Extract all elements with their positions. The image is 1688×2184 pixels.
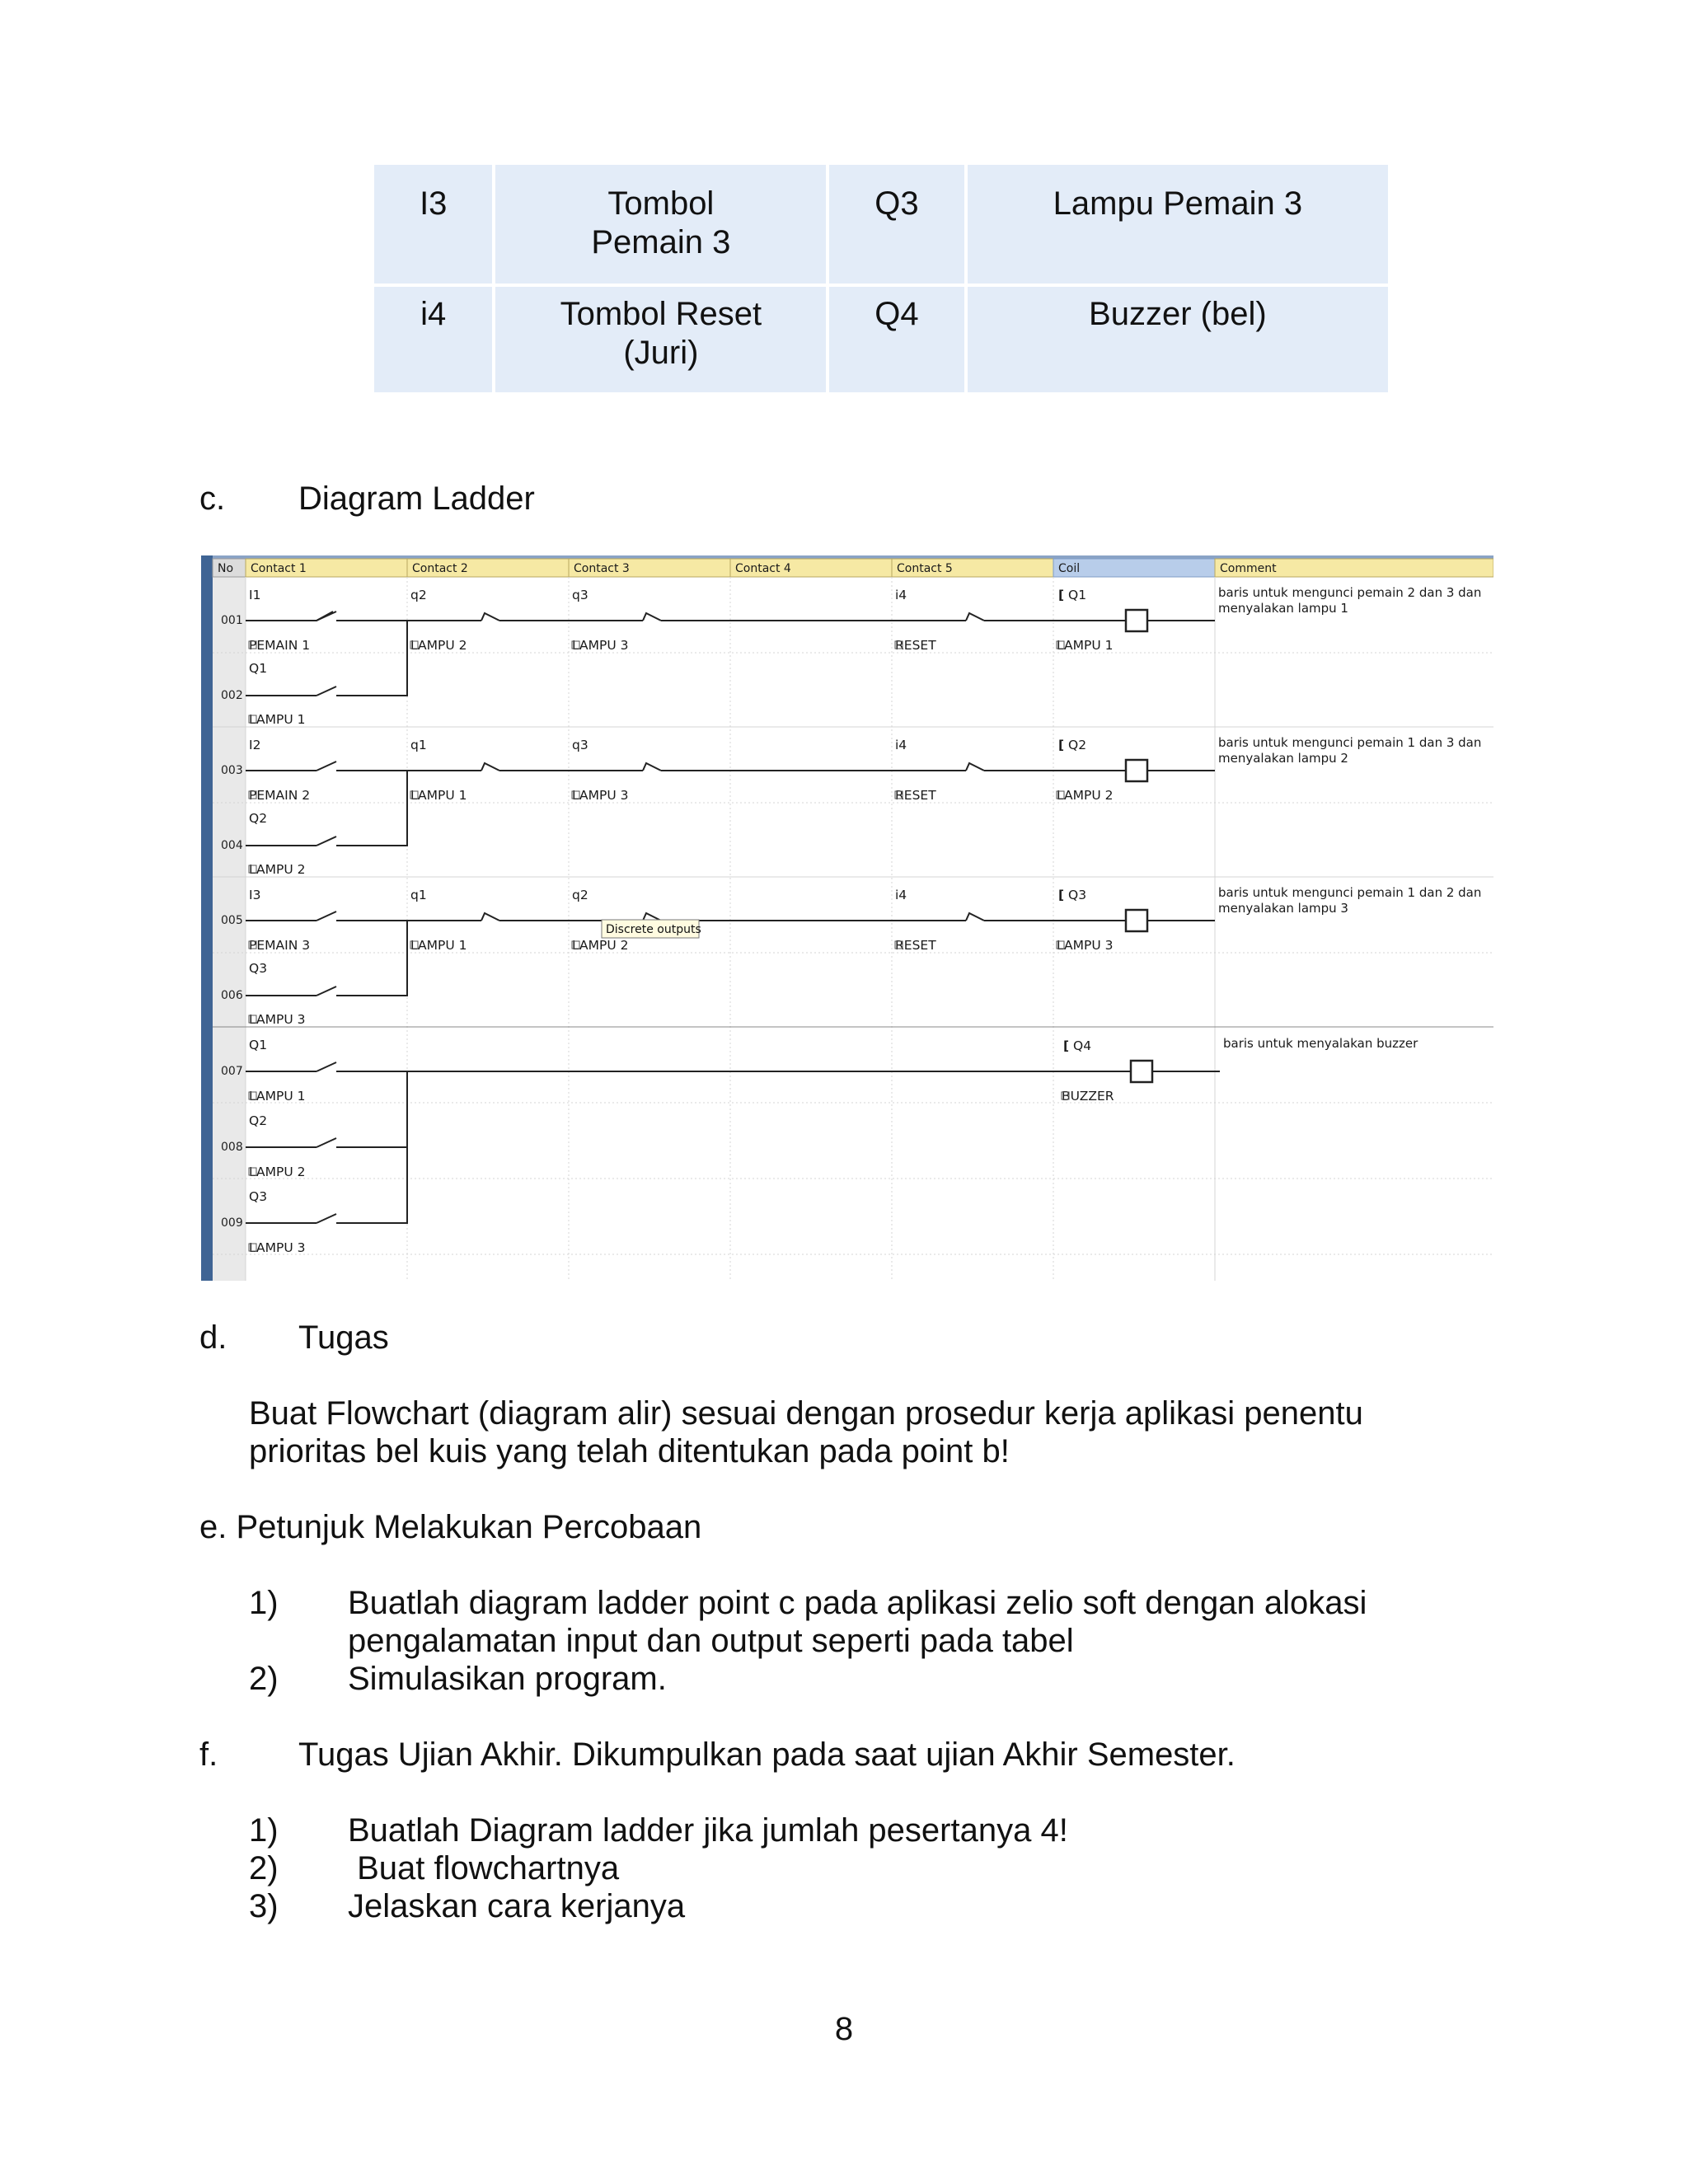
rung-comment: menyalakan lampu 3 — [1218, 901, 1348, 916]
contact-address: Q3 — [249, 1189, 268, 1204]
coil-name: LAMPU 3 — [1057, 938, 1114, 953]
section-f-letter: f. — [199, 1736, 218, 1773]
contact-nc-symbol — [481, 763, 499, 771]
contact-nc-symbol — [643, 613, 661, 621]
section-d-letter: d. — [199, 1319, 227, 1356]
coil-symbol — [1126, 760, 1147, 781]
output-address: Q4 — [829, 287, 964, 392]
rung-2 — [246, 735, 1481, 877]
name-box-glyphs — [249, 641, 1069, 1251]
ladder-header — [213, 559, 1493, 577]
contact-name: LAMPU 3 — [572, 638, 629, 653]
row-number: 006 — [221, 989, 243, 1002]
paragraph-line: Buat Flowchart (diagram alir) sesuai dengan prosedur kerja aplikasi penentu — [249, 1395, 1363, 1432]
header-no: No — [218, 562, 234, 575]
contact-address: q1 — [410, 888, 427, 902]
row-number: 008 — [221, 1141, 243, 1154]
rung-comment: baris untuk mengunci pemain 1 dan 3 dan — [1218, 735, 1482, 750]
contact-name: LAMPU 3 — [572, 788, 629, 803]
list-item: Jelaskan cara kerjanya — [348, 1888, 686, 1924]
contact-nc-symbol — [966, 763, 984, 771]
contact-address: i4 — [895, 888, 907, 902]
contact-nc-symbol — [966, 913, 984, 921]
rung-comment: menyalakan lampu 2 — [1218, 751, 1348, 766]
coil-name: BUZZER — [1062, 1089, 1114, 1104]
list-number: 3) — [249, 1888, 279, 1924]
contact-nc-symbol — [481, 913, 499, 921]
coil-name: LAMPU 2 — [1057, 788, 1114, 803]
input-address: I3 — [374, 165, 492, 284]
contact-address: Q2 — [249, 1113, 268, 1128]
contact-nc-symbol — [966, 613, 984, 621]
contact-address: i4 — [895, 738, 907, 752]
contact-address: Q2 — [249, 811, 268, 826]
list-number: 1) — [249, 1585, 279, 1621]
contact-name: LAMPU 3 — [249, 1240, 306, 1255]
contact-name: LAMPU 1 — [410, 938, 467, 953]
output-description: Buzzer (bel) — [968, 287, 1388, 392]
io-table — [371, 162, 1391, 396]
section-c-title: Diagram Ladder — [298, 480, 535, 517]
contact-name: LAMPU 3 — [249, 1012, 306, 1027]
contact-no-symbol — [316, 987, 336, 996]
contact-address: I3 — [249, 888, 261, 902]
list-item: Buatlah Diagram ladder jika jumlah pesertanya 4! — [348, 1812, 1068, 1849]
contact-no-symbol — [316, 837, 336, 846]
rung-comment: baris untuk mengunci pemain 2 dan 3 dan — [1218, 585, 1482, 600]
ladder-grid — [213, 577, 1493, 1281]
contact-address: q2 — [572, 888, 588, 902]
contact-name: LAMPU 2 — [572, 938, 629, 953]
contact-name: LAMPU 1 — [249, 1089, 306, 1104]
section-f-title: Tugas Ujian Akhir. Dikumpulkan pada saat ujian Akhir Semester. — [298, 1736, 1236, 1773]
header-contact-5: Contact 5 — [897, 562, 953, 575]
contact-no-symbol — [316, 762, 336, 771]
rung-1 — [246, 585, 1481, 727]
list-item: Buat flowchartnya — [348, 1850, 620, 1886]
rung-comment: menyalakan lampu 1 — [1218, 601, 1348, 616]
contact-name: LAMPU 2 — [249, 862, 306, 877]
section-d-title: Tugas — [298, 1319, 389, 1356]
contact-no-symbol — [316, 1138, 336, 1147]
rung-comment: baris untuk mengunci pemain 1 dan 2 dan — [1218, 885, 1482, 900]
coil-symbol — [1126, 610, 1147, 631]
input-description: Tombol Reset (Juri) — [495, 287, 826, 392]
rung-comment: baris untuk menyalakan buzzer — [1223, 1036, 1418, 1051]
contact-address: Q3 — [249, 961, 268, 976]
contact-name: PEMAIN 3 — [249, 938, 311, 953]
coil-symbol — [1126, 910, 1147, 931]
coil-address: Q1 — [1068, 588, 1087, 602]
section-e-title: e. Petunjuk Melakukan Percobaan — [199, 1509, 702, 1545]
paragraph-line: prioritas bel kuis yang telah ditentukan pada point b! — [249, 1433, 1010, 1469]
contact-address: q3 — [572, 588, 588, 602]
header-contact-4: Contact 4 — [735, 562, 791, 575]
input-description: Tombol Pemain 3 — [495, 165, 826, 284]
row-number: 004 — [221, 839, 243, 852]
row-number: 007 — [221, 1065, 243, 1078]
coil-address: Q3 — [1068, 888, 1087, 902]
header-contact-3: Contact 3 — [574, 562, 630, 575]
list-number: 2) — [249, 1850, 279, 1886]
ladder-canvas — [201, 555, 1493, 1281]
row-number: 003 — [221, 764, 243, 777]
header-contact-2: Contact 2 — [412, 562, 468, 575]
contact-no-symbol — [316, 1062, 336, 1071]
row-number: 002 — [221, 689, 243, 702]
rung-4 — [246, 1036, 1418, 1255]
list-item: Buatlah diagram ladder point c pada aplikasi zelio soft dengan alokasi pengalamatan input dan output seperti pada tabel — [348, 1585, 1367, 1659]
coil-address: Q2 — [1068, 738, 1087, 752]
output-description: Lampu Pemain 3 — [968, 165, 1388, 284]
contact-address: Q1 — [249, 661, 268, 676]
header-comment: Comment — [1220, 562, 1277, 575]
header-contact-1: Contact 1 — [251, 562, 307, 575]
coil-bracket: [ — [1058, 888, 1065, 902]
window-sidebar — [201, 555, 213, 1281]
coil-bracket: [ — [1063, 1038, 1070, 1053]
coil-name: LAMPU 1 — [1057, 638, 1114, 653]
contact-address: q2 — [410, 588, 427, 602]
contact-no-symbol — [316, 612, 336, 621]
contact-address: q3 — [572, 738, 588, 752]
contact-address: Q1 — [249, 1038, 268, 1052]
contact-no-symbol — [316, 687, 336, 696]
contact-nc-symbol — [481, 613, 499, 621]
contact-name: PEMAIN 2 — [249, 788, 311, 803]
contact-address: I1 — [249, 588, 261, 602]
input-address: i4 — [374, 287, 492, 392]
page-number: 8 — [834, 2011, 854, 2047]
coil-bracket: [ — [1058, 588, 1065, 602]
rung-3 — [246, 885, 1481, 1027]
contact-name: RESET — [895, 788, 936, 803]
table-row — [374, 287, 1388, 392]
section-c-letter: c. — [199, 480, 226, 517]
coil-address: Q4 — [1073, 1038, 1092, 1053]
contact-name: LAMPU 1 — [249, 712, 306, 727]
tooltip-text: Discrete outputs — [606, 923, 701, 936]
row-number: 005 — [221, 914, 243, 927]
coil-symbol — [1131, 1061, 1152, 1082]
row-number: 001 — [221, 614, 243, 627]
header-coil: Coil — [1058, 562, 1081, 575]
contact-name: RESET — [895, 638, 936, 653]
window-top-border — [213, 555, 1493, 559]
contact-nc-symbol — [643, 763, 661, 771]
contact-no-symbol — [316, 1214, 336, 1223]
coil-bracket: [ — [1058, 738, 1065, 752]
list-number: 1) — [249, 1812, 279, 1849]
contact-name: PEMAIN 1 — [249, 638, 311, 653]
table-row — [374, 165, 1388, 284]
contact-name: RESET — [895, 938, 936, 953]
row-number: 009 — [221, 1216, 243, 1230]
output-address: Q3 — [829, 165, 964, 284]
contact-address: I2 — [249, 738, 261, 752]
list-number: 2) — [249, 1661, 279, 1697]
contact-name: LAMPU 2 — [249, 1165, 306, 1179]
contact-address: i4 — [895, 588, 907, 602]
list-item: Simulasikan program. — [348, 1661, 667, 1697]
contact-no-symbol — [316, 912, 336, 921]
contact-name: LAMPU 1 — [410, 788, 467, 803]
ladder-diagram — [201, 555, 1493, 1281]
contact-address: q1 — [410, 738, 427, 752]
section-d-text — [249, 1394, 1363, 1470]
contact-name: LAMPU 2 — [410, 638, 467, 653]
